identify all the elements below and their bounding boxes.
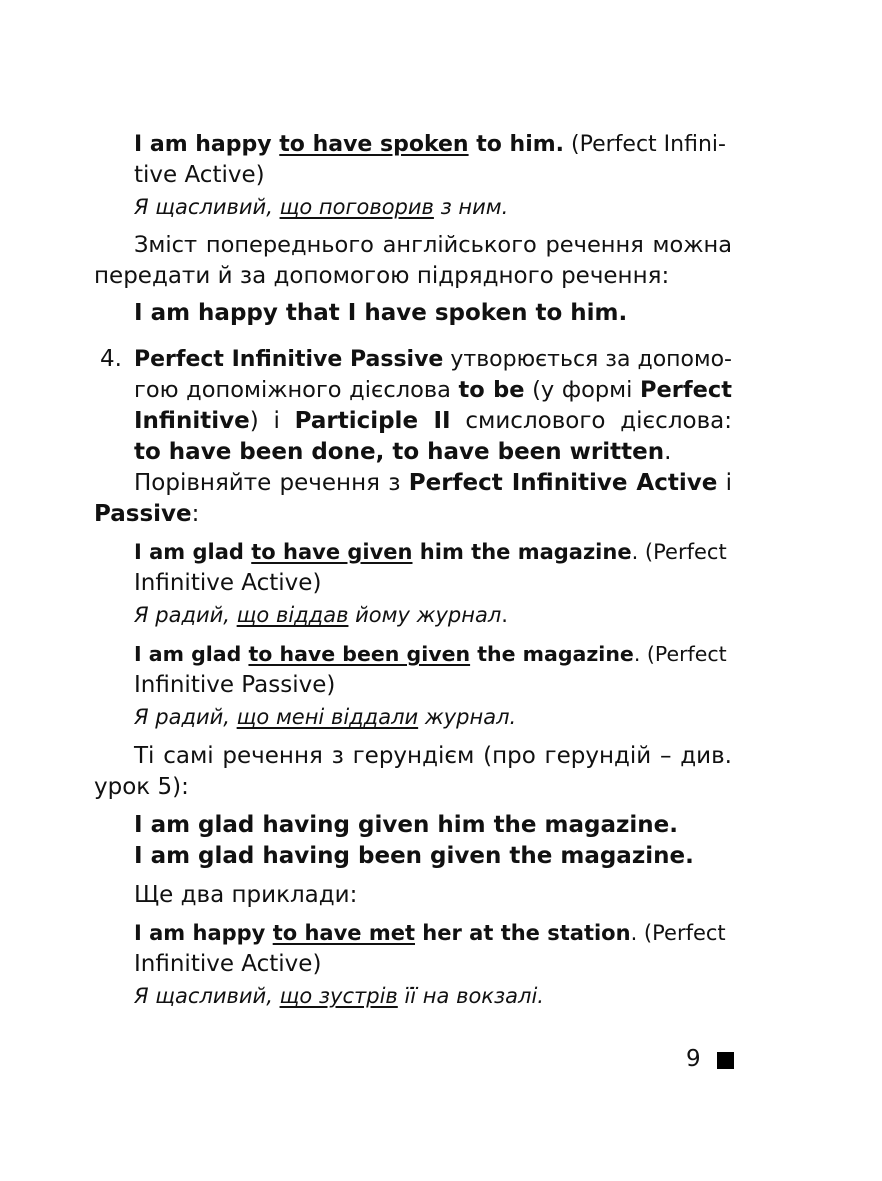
paragraph-line: Ті самі речення з герундієм (про герундій – див.	[134, 743, 732, 769]
example-sentence: I am glad having been given the magazine.	[134, 843, 694, 869]
grammar-note: Infinitive Active)	[134, 570, 322, 596]
translation: Я щасливий, що зустрів її на вокзалі.	[134, 984, 544, 1008]
underlined-translation: що поговорив	[279, 195, 434, 219]
example-sentence	[134, 129, 726, 160]
example-sentence: I am happy to have met her at the station. (Perfect	[134, 921, 726, 945]
sentence-text: to him.	[468, 132, 565, 157]
list-item-line: Passive:	[94, 501, 200, 527]
example-sentence: I am glad to have been given the magazine. (Perfect	[134, 642, 727, 666]
list-item-line: Perfect Infinitive Passive утворюється за допомо-	[134, 347, 732, 372]
underlined-infinitive: to have met	[272, 921, 415, 945]
page-number: 9	[686, 1046, 701, 1072]
grammar-note: tive Active)	[134, 162, 265, 188]
paragraph-line: Ще два приклади:	[134, 882, 358, 908]
list-item-line: Infinitive) і Participle II смислового дієслова:	[134, 408, 732, 434]
grammar-note: Infinitive Passive)	[134, 672, 336, 698]
translation: Я радий, що віддав йому журнал.	[134, 603, 508, 627]
paragraph-line: урок 5):	[94, 774, 189, 800]
page-marker-square-icon	[717, 1052, 734, 1069]
underlined-infinitive: to have given	[251, 540, 413, 564]
grammar-note: (Perfect Infini-	[564, 132, 726, 157]
underlined-translation: що мені віддали	[236, 705, 419, 729]
paragraph-line: передати й за допомогою підрядного речення:	[94, 263, 670, 289]
translation: Я радий, що мені віддали журнал.	[134, 705, 517, 729]
example-sentence: I am glad to have given him the magazine. (Perfect	[134, 540, 727, 564]
paragraph-line: Зміст попереднього англійського речення можна	[134, 232, 732, 258]
underlined-translation: що зустрів	[279, 984, 398, 1008]
grammar-note: Infinitive Active)	[134, 951, 322, 977]
list-number: 4.	[100, 346, 122, 372]
translation: Я щасливий, що поговорив з ним.	[134, 195, 509, 219]
sentence-text: I am happy	[134, 132, 280, 157]
underlined-infinitive: to have spoken	[279, 132, 469, 157]
list-item-line: to have been done, to have been written.	[134, 439, 672, 465]
list-item-line: гою допоміжного дієслова to be (у формі Perfect	[134, 377, 732, 403]
underlined-infinitive: to have been given	[248, 642, 471, 666]
example-sentence: I am happy that I have spoken to him.	[134, 300, 628, 326]
list-item-line: Порівняйте речення з Perfect Infinitive Active і	[134, 470, 732, 496]
example-sentence: I am glad having given him the magazine.	[134, 812, 678, 838]
underlined-translation: що віддав	[236, 603, 349, 627]
